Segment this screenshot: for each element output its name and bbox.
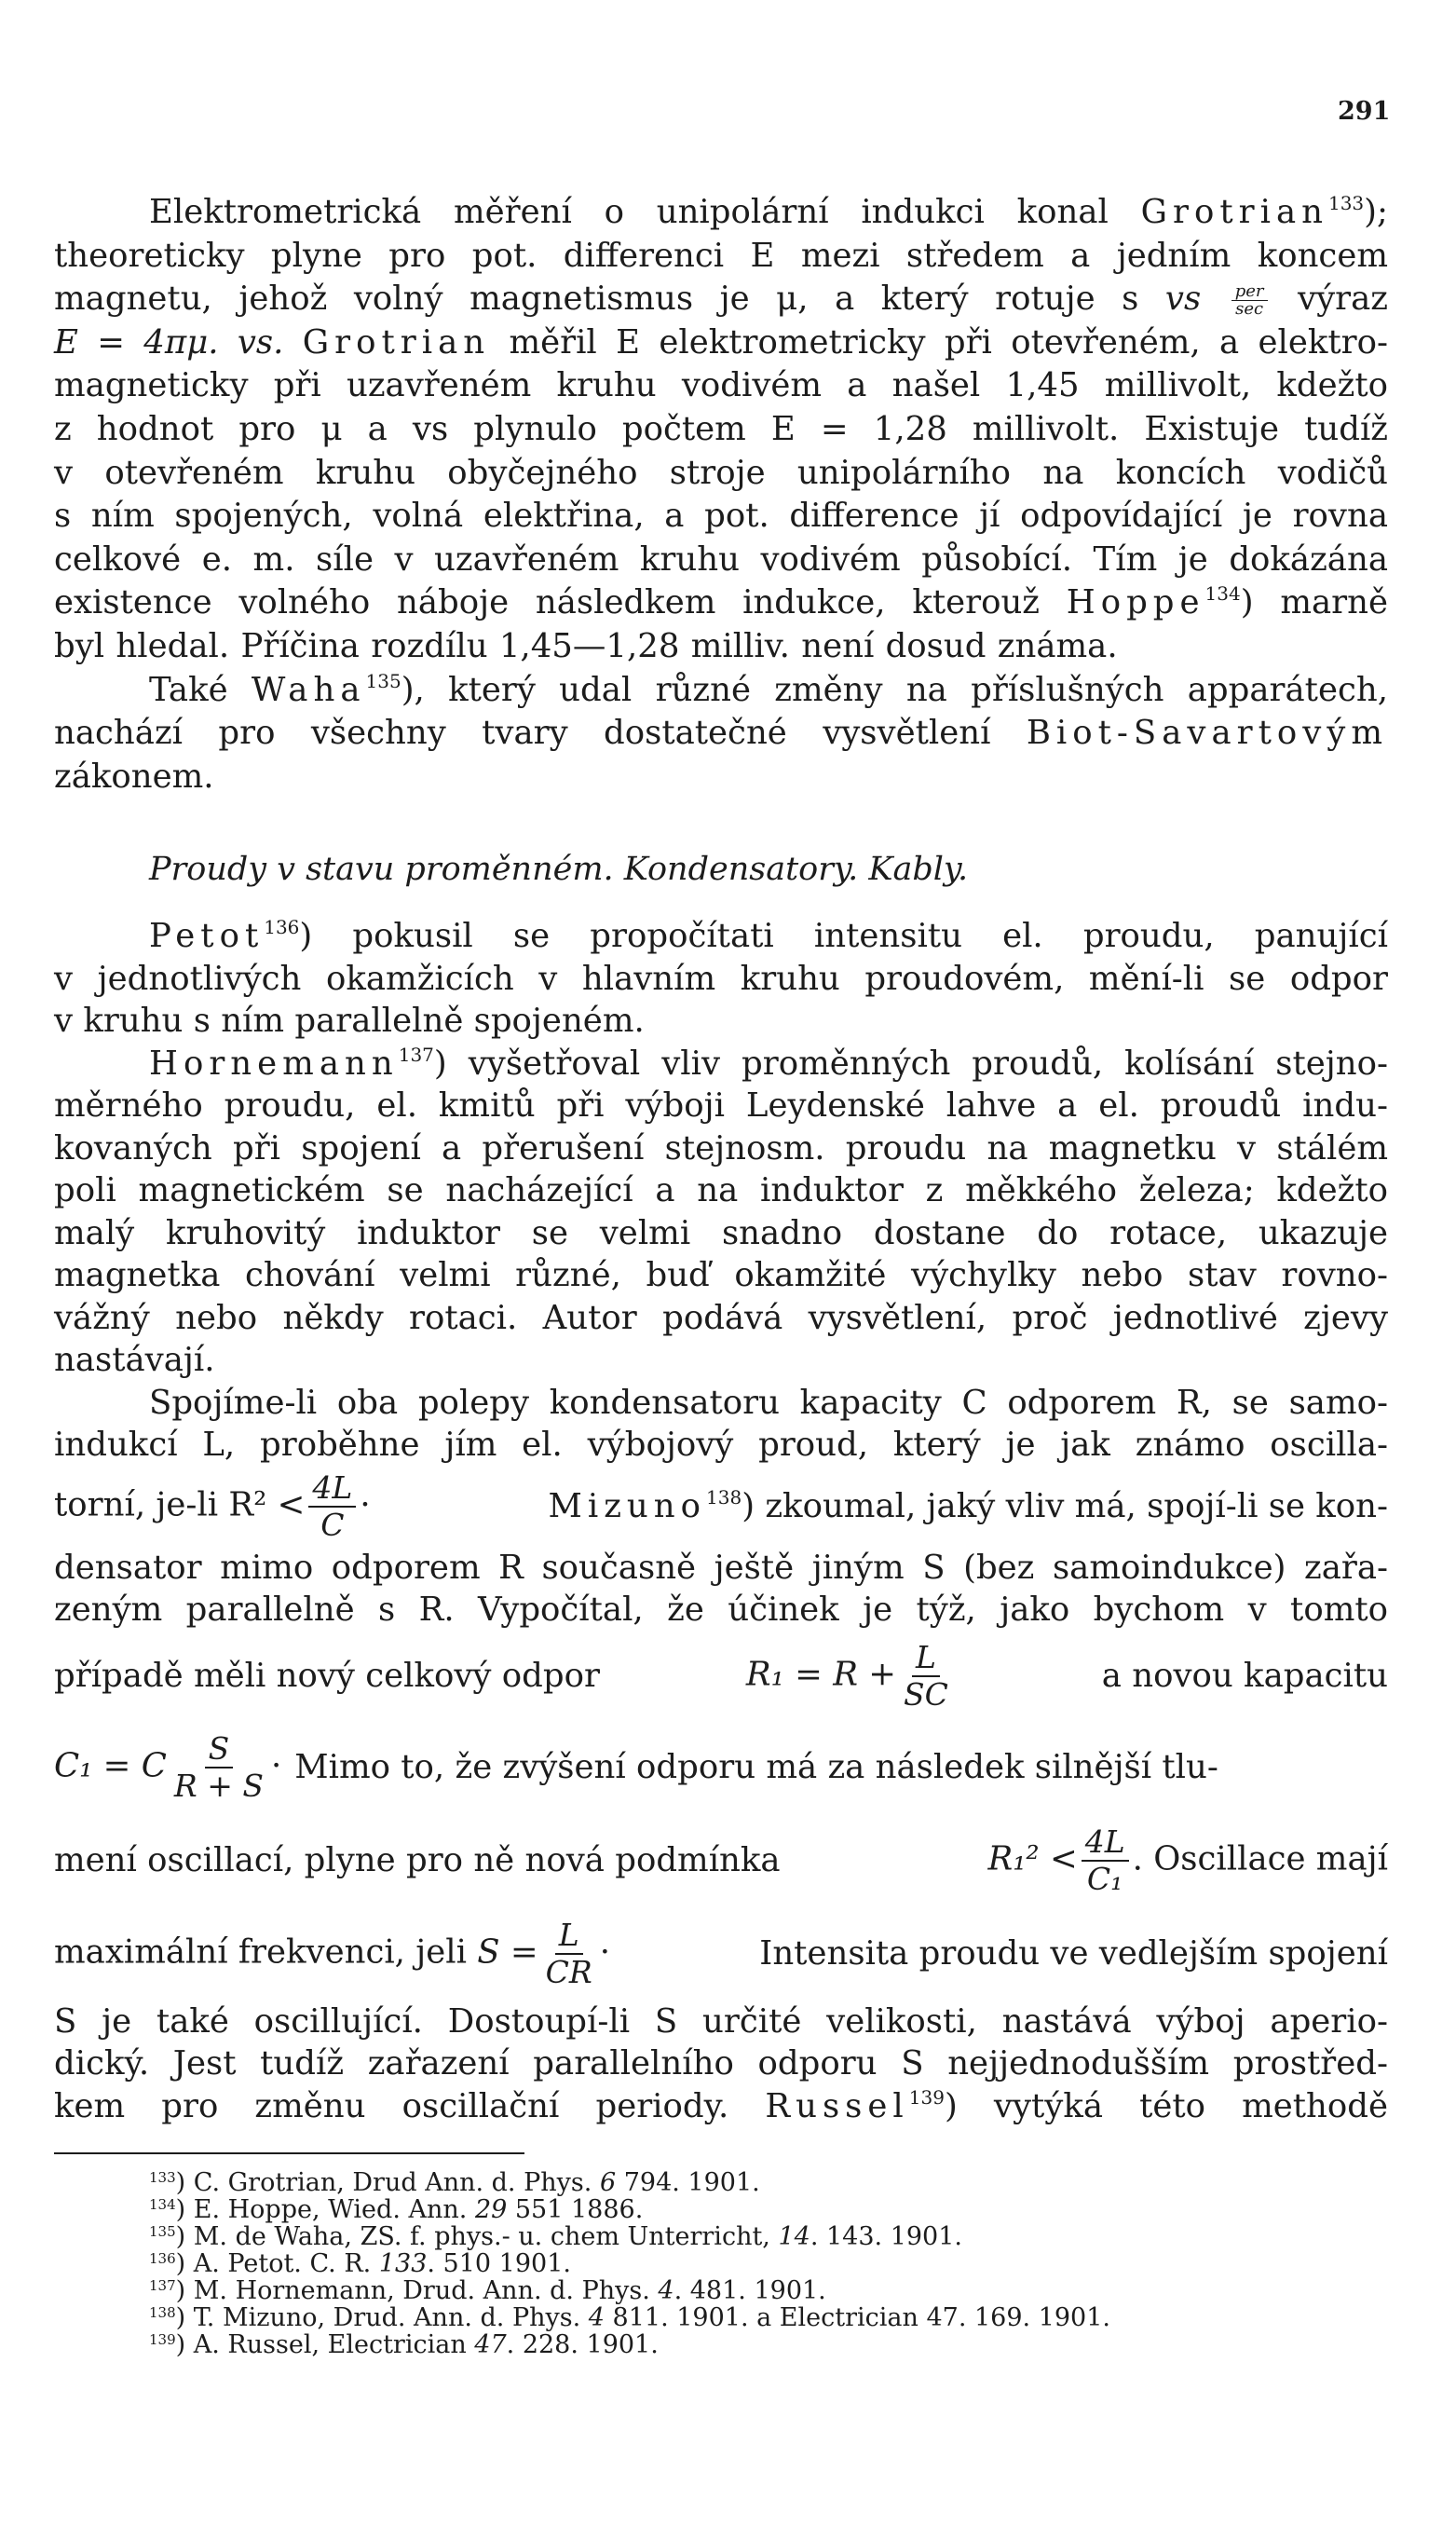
text-fragment: Také: [149, 670, 228, 709]
footnote-text: 794. 1901.: [616, 2168, 760, 2197]
footnote-divider: [54, 2152, 524, 2154]
footnote-text: ) E. Hoppe, Wied. Ann.: [175, 2195, 475, 2224]
text-fragment: ) vyšetřoval vliv proměnných proudů, kolísání stejno-: [433, 1044, 1388, 1083]
footnote-text: ) A. Petot. C. R.: [175, 2249, 379, 2278]
paragraph-hornemann: [54, 1043, 1388, 1382]
text-fragment: ) zkoumal, jaký vliv má, spojí-li se kon-: [742, 1486, 1388, 1525]
footnote-number: 137: [149, 2277, 176, 2294]
footnote-text: . 510 1901.: [427, 2249, 571, 2278]
footnote-ref: 135: [365, 669, 401, 692]
text-line: zákonem.: [54, 757, 214, 796]
text-line: zeným parallelně s R. Vypočítal, že účinek je týž, jako bychom v tomto: [54, 1591, 1388, 1629]
text-fragment: ), který udal různé změny na příslušných apparátech,: [401, 670, 1388, 709]
text-line: magneticky při uzavřeném kruhu vodivém a našel 1,45 millivolt, kdežto: [54, 366, 1388, 405]
fraction-denominator: CR: [545, 1953, 592, 1990]
author-name: Petot: [149, 917, 265, 955]
fraction-4L-over-C: [308, 1470, 356, 1543]
footnote-item: [149, 2223, 1110, 2250]
footnote-volume: 4: [658, 2276, 674, 2305]
text-line: densator mimo odporem R současně ještě jiným S (bez samoindukce) zařa-: [54, 1548, 1388, 1587]
text-fragment: případě měli nový celkový odpor: [54, 1656, 600, 1695]
text-line: Spojíme-li oba polepy kondensatoru kapacity C odporem R, se samo-: [149, 1383, 1388, 1422]
fraction-numerator: L: [555, 1918, 583, 1955]
unit-fraction: [1231, 283, 1268, 318]
footnote-number: 136: [149, 2250, 176, 2267]
footnote-text: 811. 1901. a Electrician 47. 169. 1901.: [604, 2303, 1110, 2332]
fraction-numerator: S: [205, 1731, 234, 1768]
author-name: Grotrian: [302, 322, 491, 362]
footnote-item: [149, 2169, 1110, 2196]
fraction-denominator: C₁: [1086, 1860, 1123, 1897]
text-line: měrného proudu, el. kmitů při výboji Leydenské lahve a el. proudů indu-: [54, 1086, 1388, 1125]
text-fragment: );: [1364, 193, 1388, 231]
text-fragment: torní, je-li R² <: [54, 1485, 306, 1523]
author-name: Hornemann: [149, 1044, 399, 1083]
footnote-item: [149, 2250, 1110, 2277]
text-fragment: mení oscillací, plyne pro ně nová podmínka: [54, 1840, 781, 1879]
text-fragment: maximální frekvenci, jeli: [54, 1932, 467, 1971]
text-fragment: ) marně: [1240, 583, 1388, 622]
fraction-4L-over-C1: [1082, 1824, 1129, 1897]
footnote-text: ) A. Russel, Electrician: [175, 2330, 475, 2359]
footnote-ref: 139: [908, 2085, 945, 2109]
footnote-text: . 228. 1901.: [506, 2330, 659, 2359]
formula: E = 4πμ. vs.: [54, 322, 284, 362]
footnote-volume: 6: [599, 2168, 617, 2197]
text-line: v jednotlivých okamžicích v hlavním kruhu proudovém, mění-li se odpor: [54, 959, 1388, 998]
text-fragment: nachází pro všechny tvary dostatečné vysvětlení: [54, 714, 991, 753]
paragraph-grotrian: [54, 191, 1388, 669]
author-name: Grotrian: [1140, 193, 1328, 231]
footnote-number: 139: [149, 2331, 176, 2348]
text-line: celkové e. m. síle v uzavřeném kruhu vodivém působící. Tím je dokázána: [54, 539, 1388, 579]
footnote-item: [149, 2277, 1110, 2304]
author-name: Biot-Savartovým: [1026, 714, 1388, 753]
text-line: v otevřeném kruhu obyčejného stroje unipolárního na koncích vodičů: [54, 453, 1388, 492]
formula: C₁ = C: [54, 1746, 167, 1784]
footnote-volume: 47: [474, 2330, 507, 2359]
text-line: indukcí L, proběhne jím el. výbojový proud, který je jak známo oscilla-: [54, 1426, 1388, 1464]
page-number: 291: [1338, 97, 1391, 126]
text-line: byl hledal. Příčina rozdílu 1,45—1,28 milliv. není dosud známa.: [54, 626, 1118, 665]
text-fragment: Mimo to, že zvýšení odporu má za následek silnější tlu-: [294, 1747, 1218, 1786]
formula: R₁ = R +: [745, 1655, 896, 1693]
footnote-text: ) C. Grotrian, Drud Ann. d. Phys.: [175, 2168, 600, 2197]
text-line: poli magnetickém se nacházející a na induktor z měkkého železa; kdežto: [54, 1171, 1388, 1209]
text-line: v kruhu s ním parallelně spojeném.: [54, 1002, 645, 1040]
text-fragment: ) vytýká této methodě: [944, 2086, 1388, 2125]
footnote-volume: 29: [474, 2195, 508, 2224]
section-heading: Proudy v stavu proměnném. Kondensatory. Kably.: [149, 851, 969, 888]
footnote-volume: 4: [588, 2303, 605, 2332]
fraction-denominator: C: [320, 1506, 345, 1543]
fraction-denominator: SC: [903, 1675, 948, 1713]
formula: R₁² <: [987, 1839, 1078, 1878]
footnote-ref: 137: [398, 1043, 434, 1066]
text-line: magnetu, jehož volný magnetismus je μ, a který rotuje s: [54, 280, 1139, 319]
footnote-number: 134: [149, 2196, 176, 2213]
fraction-denominator: sec: [1235, 299, 1264, 320]
footnote-text: . 143. 1901.: [810, 2222, 962, 2251]
footnote-text: 551 1886.: [507, 2195, 644, 2224]
footnote-text: ) M. de Waha, ZS. f. phys.- u. chem Unterricht,: [175, 2222, 779, 2251]
text-fragment: a novou kapacitu: [1101, 1656, 1388, 1695]
fraction-numerator: 4L: [1082, 1824, 1129, 1862]
footnote-text: . 481. 1901.: [674, 2276, 826, 2305]
text-fragment: výraz: [1298, 280, 1388, 319]
author-name: Russel: [765, 2086, 909, 2125]
text-line: magnetka chování velmi různé, buď okamžité výchylky nebo stav rovno-: [54, 1256, 1388, 1294]
text-line: vážný nebo někdy rotaci. Autor podává vysvětlení, proč jednotlivé zjevy: [54, 1298, 1388, 1337]
fraction-S-over-R-plus-S: [170, 1731, 267, 1804]
section-unipolar-induction: [54, 191, 1388, 799]
paragraph-condenser: Spojíme-li oba polepy kondensatoru kapacity C odporem R, se samo- indukcí L, proběhne jím el. výbojový proud, který je jak známo oscilla- torní, je-li R² < $\frac{4L}{C}$ · Mizuno$^{138}$) zkoumal, jaký vliv má, spojí-li se kon- densator mimo odporem R současně ještě jiným S (bez samoindukce) zařa- zeným parallelně s R. Vypočítal, že účinek je týž, jako bychom v tomto případě měli nový celkový odpor R₁ = R + $\frac{L}{SC}$ a novou kapacitu C₁ = C $\frac{S}{R + S}$ · Mimo to, že zvýšení odporu má za následek silnější tlu- mení oscillací, plyne pro ně nová podmínka R₁² < $\frac{4L}{\text{C₁}}$ . Oscillace mají maximální frekvenci, jeli S = $\frac{L}{CR}$ · Intensita proudu ve vedlejším spojení S je také oscillující. Dostoupí-li S určité velikosti, nastává výboj aperio- dický. Jest tudíž zařazení parallelního odporu S nejjednodušším prostřed- kem pro změnu oscillační periody. Russel$^{139}$) vytýká této methodě: [54, 1383, 1388, 2125]
text-fragment: . Oscillace mají: [1132, 1839, 1388, 1878]
velocity-symbol: vs: [1164, 280, 1202, 319]
text-line: S je také oscillující. Dostoupí-li S určité velikosti, nastává výboj aperio-: [54, 2001, 1388, 2041]
footnote-ref: 134: [1204, 582, 1241, 606]
text-line: s ním spojených, volná elektřina, a pot. difference jí odpovídající je rovna: [54, 497, 1388, 536]
text-line: z hodnot pro μ a vs plynulo počtem E = 1,28 millivolt. Existuje tudíž: [54, 409, 1388, 448]
footnote-number: 135: [149, 2223, 176, 2240]
text-line: theoreticky plyne pro pot. differenci E mezi středem a jedním koncem: [54, 236, 1388, 275]
fraction-L-over-SC: [900, 1640, 952, 1713]
footnote-ref: 133: [1327, 192, 1365, 214]
paragraph-waha: [54, 669, 1388, 799]
footnote-ref: 138: [706, 1485, 742, 1509]
footnote-item: [149, 2331, 1110, 2358]
text-fragment: kem pro změnu oscillační periody.: [54, 2086, 729, 2125]
footnote-volume: 133: [378, 2249, 428, 2278]
text-line: Elektrometrická měření o unipolární indukci konal: [149, 193, 1109, 231]
paragraph-petot: [54, 915, 1388, 1043]
text-line: malý kruhovitý induktor se velmi snadno dostane do rotace, ukazuje: [54, 1213, 1388, 1252]
text-line: kovaných při spojení a přerušení stejnosm. proudu na magnetku v stálém: [54, 1128, 1388, 1168]
footnote-number: 138: [149, 2304, 176, 2321]
fraction-numerator: per: [1231, 283, 1268, 301]
footnote-number: 133: [149, 2169, 176, 2186]
fraction-numerator: L: [912, 1640, 940, 1677]
author-name: Mizuno: [548, 1486, 707, 1525]
author-name: Waha: [251, 670, 366, 709]
footnote-text: ) M. Hornemann, Drud. Ann. d. Phys.: [175, 2276, 659, 2305]
footnote-item: [149, 2196, 1110, 2223]
footnote-ref: 136: [264, 916, 300, 938]
fraction-L-over-CR: [542, 1918, 596, 1990]
text-fragment: Intensita proudu ve vedlejším spojení: [759, 1933, 1388, 1973]
footnote-text: ) T. Mizuno, Drud. Ann. d. Phys.: [175, 2303, 589, 2332]
text-fragment: ) pokusil se propočítati intensitu el. proudu, panující: [299, 917, 1388, 955]
section-variable-currents: [54, 915, 1388, 2127]
text-line: dický. Jest tudíž zařazení parallelního odporu S nejjednodušším prostřed-: [54, 2044, 1388, 2083]
text-fragment: měřil E elektrometricky při otevřeném, a elektro-: [509, 322, 1388, 362]
fraction-denominator: R + S: [173, 1767, 264, 1804]
text-fragment: existence volného náboje následkem indukce, kterouž: [54, 583, 1041, 622]
author-name: Hoppe: [1066, 583, 1205, 622]
footnote-item: [149, 2304, 1110, 2331]
footnote-volume: 14: [778, 2222, 810, 2251]
footnotes: [149, 2169, 1110, 2358]
formula: S =: [477, 1932, 538, 1971]
text-line: nastávají.: [54, 1341, 215, 1379]
fraction-numerator: 4L: [308, 1470, 356, 1508]
